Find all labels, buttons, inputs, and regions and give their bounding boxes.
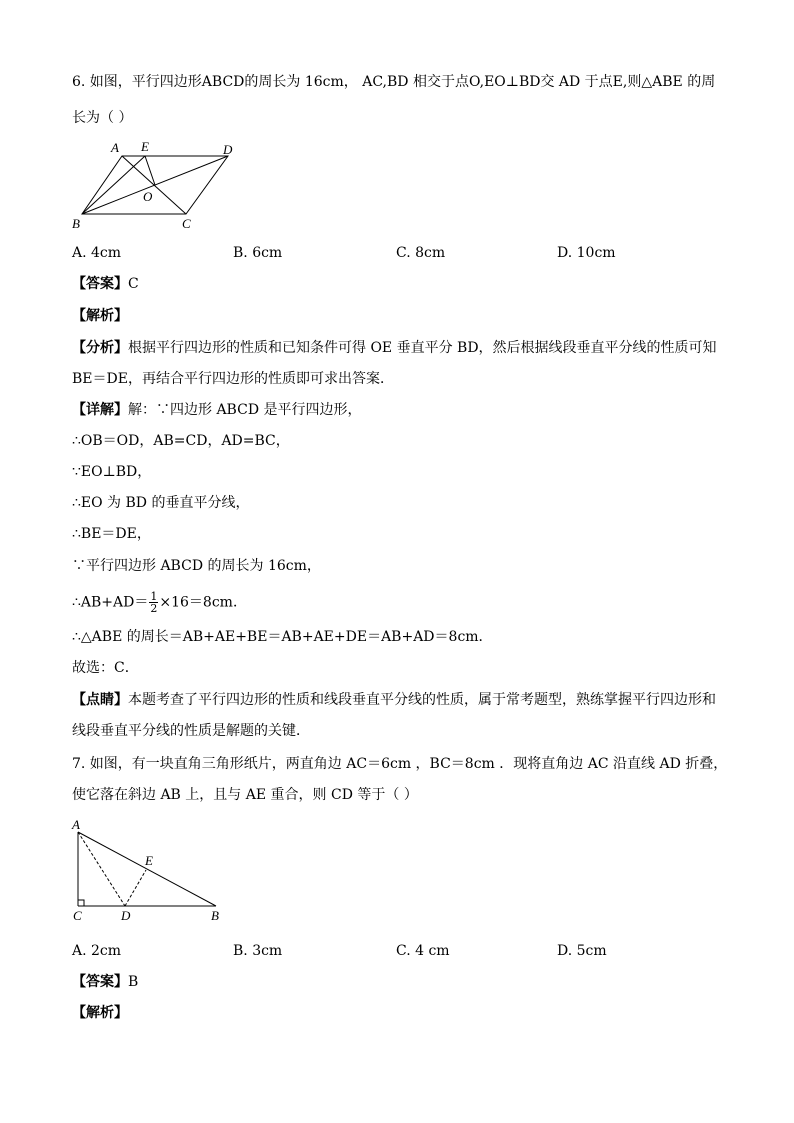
q6-stem-line1: 6. 如图，平行四边形ABCD的周长为 16cm， AC,BD 相交于点O,EO⊥BD交 AD 于点E,则△ABE 的周 (72, 74, 716, 90)
q6-analysis-tag: 【解析】 (72, 308, 128, 324)
q6-dianjing-line1 (72, 690, 732, 710)
q6-choose: 故选：C． (72, 660, 139, 676)
q7-stem-line2: 使它落在斜边 AB 上，且与 AE 重合，则 CD 等于（ ） (72, 787, 418, 803)
q6-step5: ∵平行四边形 ABCD 的周长为 16cm， (72, 558, 321, 574)
q7-option-a: A. 2cm (72, 943, 122, 959)
q7-option-b: B. 3cm (233, 943, 283, 959)
q6-label-e: E (141, 139, 149, 154)
q6-fenxi-tag: 【分析】 (72, 340, 128, 356)
q6-step6 (72, 591, 732, 614)
q7-label-d: D (121, 908, 131, 923)
q6-label-o: O (143, 189, 153, 204)
q6-segment-be (82, 156, 145, 214)
q6-xiangjie-text1: 解：∵四边形 ABCD 是平行四边形， (128, 402, 362, 418)
q6-step6-denominator: 2 (150, 602, 158, 615)
q6-label-c: C (182, 216, 191, 231)
q7-right-angle-mark (78, 900, 84, 906)
q7-label-a: A (72, 817, 80, 832)
q6-option-d: D. 10cm (557, 245, 616, 261)
q6-label-d: D (223, 142, 233, 157)
q6-step6-numerator: 1 (150, 590, 158, 603)
q7-fold-ad (78, 832, 125, 906)
q6-answer-tag: 【答案】 (72, 276, 128, 292)
q6-xiangjie-tag: 【详解】 (72, 402, 128, 418)
q6-step6-fraction (149, 591, 158, 614)
q6-dianjing-text1: 本题考查了平行四边形的性质和线段垂直平分线的性质，属于常考题型，熟练掌握平行四边形和 (128, 692, 716, 708)
q6-answer-value: C (128, 276, 139, 292)
q7-triangle-figure (66, 814, 236, 926)
q7-fold-de (125, 870, 146, 906)
q6-option-b: B. 6cm (233, 245, 283, 261)
q6-step1: ∴OB＝OD，AB=CD，AD=BC， (72, 433, 290, 449)
q6-step3: ∴EO 为 BD 的垂直平分线， (72, 495, 250, 511)
q7-label-b: B (211, 908, 219, 923)
q6-step4: ∴BE＝DE， (72, 526, 151, 542)
q6-fenxi-line1 (72, 338, 732, 358)
q6-xiangjie-line1 (72, 400, 732, 420)
q6-label-a: A (111, 140, 119, 155)
q7-option-c: C. 4 cm (396, 943, 450, 959)
q7-label-c: C (73, 908, 82, 923)
q6-option-c: C. 8cm (396, 245, 446, 261)
q6-stem-line2: 长为（ ） (72, 110, 133, 126)
q7-answer-value: B (128, 974, 139, 990)
q7-answer-tag: 【答案】 (72, 974, 128, 990)
q6-segment-eo (145, 156, 155, 185)
q7-label-e: E (145, 853, 153, 868)
q6-step2: ∵EO⊥BD， (72, 464, 152, 480)
q7-analysis-tag: 【解析】 (72, 1005, 128, 1021)
q7-option-d: D. 5cm (557, 943, 607, 959)
q6-label-b: B (72, 216, 80, 231)
q6-step6-pre: ∴AB+AD＝ (72, 594, 149, 611)
q6-option-a: A. 4cm (72, 245, 122, 261)
q6-fenxi-line2: BE＝DE，再结合平行四边形的性质即可求出答案． (72, 371, 394, 387)
q6-step7: ∴△ABE 的周长＝AB+AE+BE＝AB+AE+DE＝AB+AD＝8cm． (72, 629, 493, 645)
q7-hypotenuse-ab (78, 832, 216, 906)
q7-answer-line (72, 972, 732, 992)
q6-step6-post: ×16＝8cm． (159, 594, 247, 611)
q6-answer-line (72, 274, 732, 294)
q7-stem-line1: 7. 如图，有一块直角三角形纸片，两直角边 AC＝6cm ，BC＝8cm ．现将直角边 AC 沿直线 AD 折叠， (72, 756, 728, 772)
q6-dianjing-tag: 【点睛】 (72, 692, 128, 708)
q6-parallelogram-figure (66, 136, 246, 236)
q6-fenxi-text1: 根据平行四边形的性质和已知条件可得 OE 垂直平分 BD，然后根据线段垂直平分线的性质可知 (128, 340, 717, 356)
q6-dianjing-line2: 线段垂直平分线的性质是解题的关键． (72, 723, 310, 739)
